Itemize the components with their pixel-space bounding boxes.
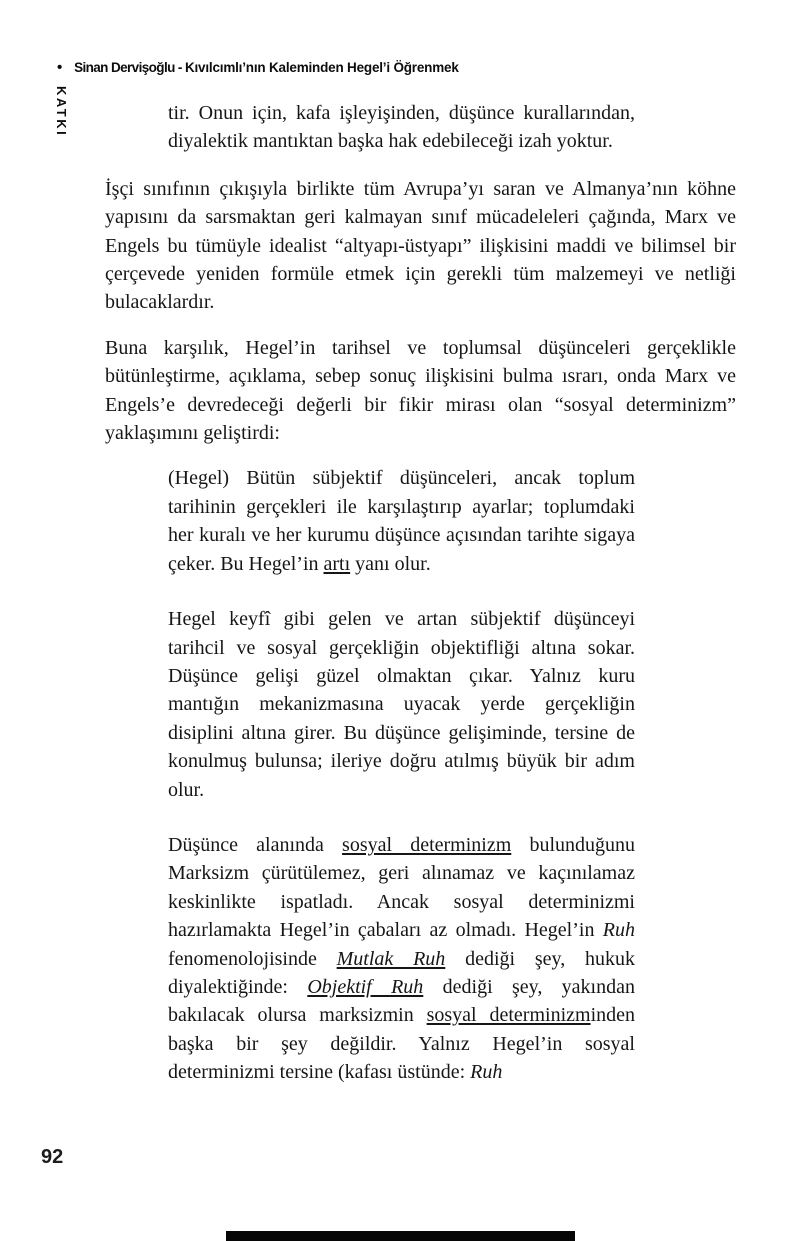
- page-content: [105, 99, 736, 1114]
- block-quote: [168, 831, 635, 1087]
- text-segment: tir. Onun için, kafa işleyişinden, düşünce kurallarından, diyalektik mantıktan başka hak edebileceği izah yoktur.: [168, 102, 635, 153]
- running-header: [57, 59, 758, 76]
- text-segment: inden başka bir şey değildir. Yalnız Hegel’in sosyal determinizmi tersine (kafası üstünde:: [168, 1004, 635, 1084]
- margin-label-katki: KATKI: [54, 86, 69, 138]
- page-number: 92: [41, 1146, 64, 1168]
- block-quote: [168, 99, 635, 156]
- text-segment: Mutlak Ruh: [336, 947, 446, 970]
- block-quote: [168, 464, 635, 578]
- text-segment: artı: [323, 552, 351, 575]
- text-segment: Ruh: [602, 919, 635, 942]
- text-segment: sosyal determinizm: [426, 1004, 591, 1027]
- text-segment: İşçi sınıfının çıkışıyla birlikte tüm Avrupa’yı saran ve Almanya’nın köhne yapısını da sarsmaktan geri kalmayan sınıf mücadeleleri çağında, Marx ve Engels bu tümüyle idealist “altyapı-üstyapı” ilişkisini maddi ve bilimsel bir çerçevede yeniden formüle etmek için gerekli tüm malzemeyi ve netliği bulacaklardır.: [105, 177, 736, 314]
- header-author: Sinan Dervişoğlu: [74, 60, 175, 75]
- text-segment: yanı olur.: [350, 552, 431, 575]
- paragraph: [105, 334, 736, 448]
- text-segment: bulunduğunu Marksizm çürütülemez, geri alınamaz ve kaçınılamaz keskinlikte ispatladı. Ancak sosyal determinizmi hazırlamakta Hegel’in çabaları az olmadı. Hegel’in: [168, 833, 635, 942]
- text-segment: Düşünce alanında: [168, 833, 343, 856]
- text-segment: Ruh: [470, 1061, 503, 1084]
- paragraph: [105, 175, 736, 317]
- text-segment: Objektif Ruh: [307, 975, 424, 998]
- text-segment: Hegel keyfî gibi gelen ve artan sübjektif düşünceyi tarihcil ve sosyal gerçekliğin objektifliği altına sokar. Düşünce gelişi güzel olmaktan çıkar. Yalnız kuru mantığın mekanizmasına uyacak yerde gerçekliğin disiplini altına girer. Bu düşünce gelişiminde, tersine de konulmuş bulunsa; ileriye doğru atılmış büyük bir adım olur.: [168, 608, 635, 801]
- header-separator: -: [174, 60, 185, 75]
- scan-edge-bar: [226, 1231, 575, 1241]
- text-segment: Buna karşılık, Hegel’in tarihsel ve toplumsal düşünceleri gerçeklikle bütünleştirme, açıklama, sebep sonuç ilişkisini bulma ısrarı, onda Marx ve Engels’e devredeceği değerli bir fikir mirası olan “sosyal determinizm” yaklaşımını geliştirdi:: [105, 336, 736, 445]
- text-segment: dediği şey, hukuk diyalektiğinde:: [168, 947, 635, 998]
- text-segment: fenomenolojisinde: [168, 947, 337, 970]
- text-segment: (Hegel) Bütün sübjektif düşünceleri, ancak toplum tarihinin gerçekleri ile karşılaştırıp ayarlar; toplumdaki her kuralı ve her kurumu düşünce açısından tarihte sigaya çeker. Bu Hegel’in: [168, 467, 635, 575]
- header-title: Kıvılcımlı’nın Kaleminden Hegel’i Öğrenmek: [184, 60, 459, 75]
- text-segment: sosyal determinizm: [342, 833, 512, 856]
- header-bullet-icon: •: [57, 59, 63, 76]
- block-quote: [168, 605, 635, 804]
- text-segment: dediği şey, yakından bakılacak olursa marksizmin: [168, 975, 635, 1027]
